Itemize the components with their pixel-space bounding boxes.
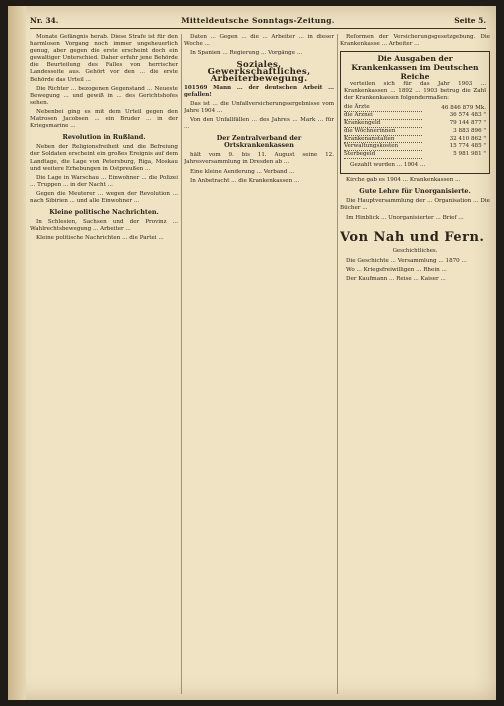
table-row: Krankenanstalten 32 410 862 " bbox=[344, 135, 486, 142]
table-row: Krankengeld 79 144 877 " bbox=[344, 120, 486, 127]
column-rule bbox=[181, 34, 182, 694]
article-paragraph: Kleine politische Nachrichten ... die Partei ... bbox=[36, 235, 164, 242]
article-paragraph: Wo ... Kriegsfreiwilligen ... Rhein ... bbox=[346, 266, 447, 273]
newspaper-page bbox=[8, 6, 496, 700]
article-paragraph: Kirche gab es 1904 ... Krankenkassen ... bbox=[346, 177, 461, 184]
article-paragraph: In Spanien ... Regierung ... Vorgänge ... bbox=[190, 50, 303, 57]
section-heading-good-lesson: Gute Lehre für Unorganisierte. bbox=[359, 187, 471, 196]
column-1 bbox=[30, 34, 178, 694]
article-lead: 101569 Mann ... der deutschen Arbeit ... gefallen! bbox=[184, 84, 334, 98]
expenses-table bbox=[344, 104, 486, 159]
table-row: die Wöchnerinnen 3 883 896 " bbox=[344, 127, 486, 134]
section-title-near-and-far: Von Nah und Fern. bbox=[340, 229, 485, 245]
table-row: die Ärzte 46 846 879 Mk. bbox=[344, 104, 486, 111]
article-paragraph: Neben der Religionsfreiheit und die Befreiung der Soldaten erscheint ein großes Ereignis auf dem Landtage, die Lage von Petersburg, Riga, Moskau und weitere Erhebungen in Ostpreußen ... bbox=[30, 144, 178, 172]
article-paragraph: Die Lage in Warschau ... Einwohner ... die Polizei ... Truppen ... in der Nacht ... bbox=[30, 174, 178, 188]
box-note: Gezahlt wurden ... 1904 ... bbox=[350, 162, 426, 169]
article-paragraph: Monate Gefängnis herab. Diese Strafe ist für den harmlosen Vorgang noch immer ungeheuerlich genug, aber gegen die erste erscheint doch ein gewaltiger Unterschied. Daher erfuhr jene Behörde die Beurteilung des Falles von herrischer Landesseite aus. Gehört vor den ... die erste Behörde das Urteil ... bbox=[30, 34, 178, 83]
article-paragraph: Der Kaufmann ... Reise ... Kaiser ... bbox=[346, 275, 446, 282]
section-heading-social: Soziales, Gewerkschaftliches, Arbeiterbewegung. bbox=[207, 60, 311, 85]
section-heading-central-union: Der Zentralverband der Ortskrankenkassen bbox=[216, 134, 302, 150]
article-paragraph: Reformen der Versicherungsgesetzgebung. Die Krankenkasse ... Arbeiter ... bbox=[340, 34, 490, 48]
page-spine-shadow bbox=[8, 6, 26, 700]
box-intro: verteilen sich für das Jahr 1903 ... Krankenkassen ... 1892 ... 1903 betrug die Zahl der Krankenkassen folgendermaßen: bbox=[344, 81, 486, 102]
section-subtitle: Geschichtliches. bbox=[392, 247, 438, 254]
column-rule bbox=[337, 34, 338, 694]
article-paragraph: Die Richter ... bezogenen Gegenstand ... Neueste Bewegung ... und gewiß in ... des Gerichtshofes sehen. bbox=[30, 85, 178, 106]
statistics-box bbox=[340, 51, 490, 174]
table-row: die Arznei 36 574 483 " bbox=[344, 112, 486, 119]
table-row: Verwaltungskosten 15 774 485 " bbox=[344, 143, 486, 150]
box-title: Die Ausgaben der Krankenkassen im Deutschen Reiche bbox=[351, 54, 479, 82]
article-paragraph: Die Hauptversammlung der ... Organisation ... Die Bücher ... bbox=[340, 198, 490, 212]
section-heading-revolution: Revolution in Rußland. bbox=[62, 133, 146, 142]
section-heading-political-news: Kleine politische Nachrichten. bbox=[49, 208, 159, 217]
article-paragraph: Eine kleine Aenderung ... Verband ... bbox=[190, 168, 295, 175]
article-paragraph: Daten ... Gegen ... die ... Arbeiter ... in dieser Woche ... bbox=[184, 34, 334, 48]
article-paragraph: Das ist ... die Unfallversicherungsergebnisse vom Jahre 1904 ... bbox=[184, 100, 334, 114]
page-number: Seite 5. bbox=[454, 16, 486, 25]
article-paragraph: hält vom 9. bis 11. August seine 12. Jahresversammlung in Dresden ab ... bbox=[184, 152, 334, 166]
article-paragraph: Von den Unfallfällen ... des Jahres ... Mark ... für ... bbox=[184, 116, 334, 131]
article-paragraph: Im Hinblick ... Unorganisierter ... Brief ... bbox=[346, 214, 464, 221]
article-paragraph: In Schlesien, Sachsen und der Provinz ... Wahlrechtsbewegung ... Arbeiter ... bbox=[30, 219, 178, 233]
column-2 bbox=[184, 34, 334, 694]
article-paragraph: In Anbetracht ... die Krankenkassen ... bbox=[190, 177, 300, 184]
article-paragraph: Nebenbei ging es mit dem Urteil gegen den Matrosen Jacobsen ... ein Bruder ... in der Kriegsmarine ... bbox=[30, 108, 178, 130]
table-row: Sterbegeld 5 981 981 " bbox=[344, 151, 486, 158]
issue-number: Nr. 34. bbox=[30, 16, 59, 25]
article-paragraph: Gegen die Meuterer ... wegen der Revolution ... nach Sibirien ... und alle Einwohner ... bbox=[30, 190, 178, 204]
page-header bbox=[30, 14, 486, 29]
article-paragraph: Die Geschichte ... Versammlung ... 1870 ... bbox=[346, 257, 467, 264]
column-3 bbox=[340, 34, 490, 694]
newspaper-title: Mitteldeutsche Sonntags-Zeitung. bbox=[181, 16, 335, 25]
